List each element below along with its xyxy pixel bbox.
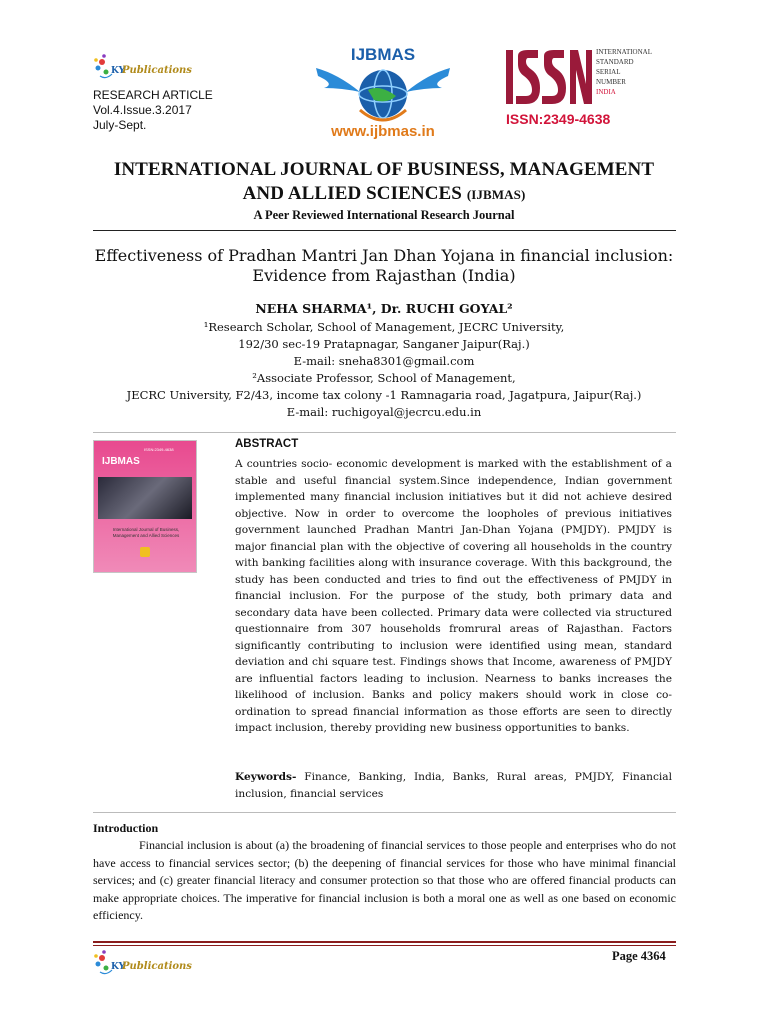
cover-emblem-icon xyxy=(140,547,150,557)
abstract-text: A countries socio- economic development is marked with the establishment of a stable and useful financial system.Since independence, Indian government implemented many financial inclusion initiatives but it did not achieve desired objective. Now in order to overcome the loopholes of previous initiatives government launched Pradhan Mantri Jan-Dhan Yojana (PMJDY). PMJDY is major financial plan with the objective of covering all households in the country with banking facilities along with insurance coverage. With this background, the study has been conducted and tries to find out the effectiveness of PMJDY in financial inclusion. For the purpose of the study, both primary data and secondary data have been collected. Primary data were collected via structured questionnaire from 307 households fromrural areas of Rajasthan. Factors significantly contributing to inclusion were identified using mean, standard deviation and chi square test. Findings shows that Income, awareness of PMJDY are influential factors leading to inclusion. Nearness to banks increases the likelihood of inclusion. Banks and policy makers should work in close co-ordination to spread financial information as those efforts are seen to directly impact inclusion, thereby providing new business opportunities to banks. xyxy=(235,458,672,734)
issn-letters-icon xyxy=(506,50,592,104)
keywords xyxy=(235,769,672,802)
article-meta xyxy=(93,88,213,133)
footer-divider-thin xyxy=(93,945,676,946)
affiliation-line: ¹Research Scholar, School of Management, JECRC University, xyxy=(203,320,565,334)
journal-subtitle: A Peer Reviewed International Research Journal xyxy=(253,208,515,222)
issn-line: NUMBER xyxy=(596,78,626,86)
svg-text:KY: KY xyxy=(111,962,126,972)
footer-divider xyxy=(93,941,676,943)
issn-line: INTERNATIONAL xyxy=(596,48,652,56)
star-burst-icon xyxy=(94,54,112,77)
cover-subtitle: International Journal of Business, Management and Allied Sciences xyxy=(112,527,180,538)
star-burst-icon xyxy=(94,950,112,973)
introduction-heading: Introduction xyxy=(93,821,159,835)
journal-title-line1: INTERNATIONAL JOURNAL OF BUSINESS, MANAGEMENT xyxy=(113,159,655,180)
affiliation-line: JECRC University, F2/43, income tax colony -1 Ramnagaria road, Jagatpura, Jaipur(Raj.) xyxy=(126,388,642,402)
abstract-bottom-divider xyxy=(93,812,676,813)
journal-cover-image xyxy=(94,441,196,572)
email-line: E-mail: sneha8301@gmail.com xyxy=(293,354,475,368)
cover-issn: ISSN:2349-4638 xyxy=(144,447,174,452)
ijbmas-logo xyxy=(308,44,458,140)
ijbmas-logo-url: www.ijbmas.in xyxy=(331,123,435,140)
issn-line: SERIAL xyxy=(596,68,621,76)
authors: NEHA SHARMA¹, Dr. RUCHI GOYAL² xyxy=(255,301,513,316)
svg-text:KY: KY xyxy=(111,66,126,76)
cover-title: IJBMAS xyxy=(102,456,140,467)
article-type: RESEARCH ARTICLE xyxy=(93,88,213,102)
article-title-line1: Effectiveness of Pradhan Mantri Jan Dhan Yojana in financial inclusion: xyxy=(94,246,674,265)
issn-line: STANDARD xyxy=(596,58,634,66)
article-title xyxy=(70,246,698,286)
volume-issue: Vol.4.Issue.3.2017 xyxy=(93,103,192,117)
ky-publications-footer-logo xyxy=(92,948,192,980)
introduction-body xyxy=(93,837,676,925)
affiliation-line: ²Associate Professor, School of Management, xyxy=(252,371,516,385)
journal-title xyxy=(60,158,708,207)
affiliations xyxy=(60,319,708,421)
page-number: Page 4364 xyxy=(612,949,666,963)
issn-logo xyxy=(502,44,662,128)
keywords-label: Keywords- xyxy=(235,771,297,783)
cover-photo xyxy=(98,477,192,519)
publisher-logo-text: Publications xyxy=(122,65,192,76)
issn-number: ISSN:2349-4638 xyxy=(506,111,611,127)
header-divider xyxy=(93,230,676,231)
introduction-paragraph: Financial inclusion is about (a) the broadening of financial services to those people and enterprises who do not have access to financial services sector; (b) the deepening of financial services for those who have minimal financial services; and (c) greater financial literacy and consumer protection so that those who are offered financial products can make appropriate choices. The imperative for financial inclusion is both a moral one as well as one based on economic efficiency. xyxy=(93,838,676,922)
email-line: E-mail: ruchigoyal@jecrcu.edu.in xyxy=(286,405,482,419)
keywords-text: Finance, Banking, India, Banks, Rural areas, PMJDY, Financial inclusion, financial services xyxy=(235,771,672,800)
abstract-top-divider xyxy=(93,432,676,433)
issn-line: INDIA xyxy=(596,88,616,96)
abstract-heading: ABSTRACT xyxy=(235,438,299,450)
journal-title-line2: AND ALLIED SCIENCES xyxy=(242,183,462,204)
publication-period: July-Sept. xyxy=(93,118,147,132)
winged-globe-icon xyxy=(316,68,450,120)
footer-publisher-logo-text: Publications xyxy=(122,961,192,972)
article-title-line2: Evidence from Rajasthan (India) xyxy=(252,266,516,285)
ky-publications-logo xyxy=(92,52,192,84)
affiliation-line: 192/30 sec-19 Pratapnagar, Sanganer Jaipur(Raj.) xyxy=(238,337,530,351)
ijbmas-logo-title: IJBMAS xyxy=(350,45,416,64)
journal-abbr: (IJBMAS) xyxy=(466,187,526,202)
